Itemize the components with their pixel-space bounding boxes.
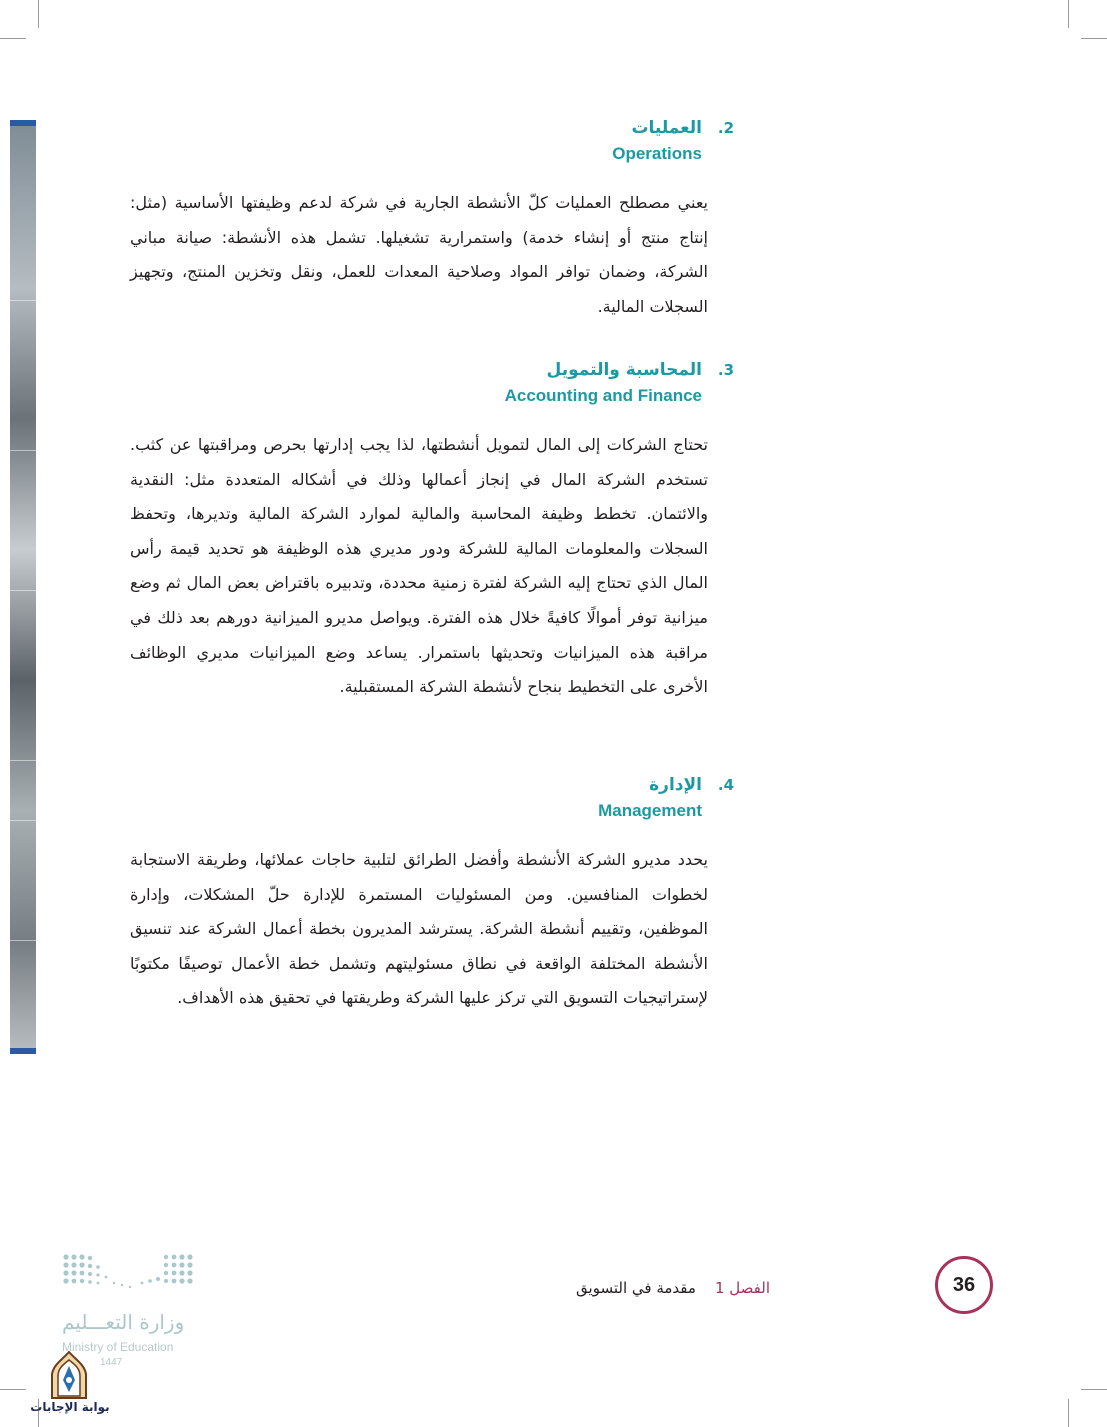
chapter-number: الفصل 1: [714, 1279, 770, 1297]
section-title-ar: الإدارة: [649, 775, 702, 795]
section-heading: [130, 360, 740, 380]
section-number: .3: [717, 361, 735, 379]
page-number: 36: [952, 1273, 976, 1296]
portal-logo-icon: [44, 1350, 94, 1400]
chapter-label-row: [540, 1279, 770, 1297]
crop-mark: [1068, 1399, 1069, 1427]
ministry-name-en: Ministry of Education: [62, 1340, 174, 1354]
portal-label: بوابة الإجابات: [30, 1400, 110, 1414]
section-heading: [130, 775, 740, 795]
section-body: تحتاج الشركات إلى المال لتمويل أنشطتها، لذا يجب إدارتها بحرص ومراقبتها عن كثب. تستخدم الشركة المال في إنجاز أعمالها وذلك في أشكاله المتعددة مثل: النقدية والائتمان. تخطط وظيفة المحاسبة والمالية لموارد الشركة المالية وتديرها، وتحفظ السجلات والمعلومات المالية للشركة ودور مديري هذه الوظيفة هو تحديد قيمة رأس المال الذي تحتاج إليه الشركة لفترة زمنية محددة، وتدبيره باقتراض بعض المال ثم وضع ميزانية توفر أموالًا كافيةً خلال هذه الفترة. ويواصل مديرو الميزانية دورهم بعد ذلك في مراقبة هذه الميزانيات وتحديثها باستمرار. يساعد وضع الميزانيات مديري الوظائف الأخرى على التخطيط بنجاح لأنشطة الشركة المستقبلية.: [130, 435, 708, 697]
crop-mark: [0, 1389, 26, 1390]
crop-mark: [0, 38, 26, 39]
crop-mark: [1081, 1389, 1107, 1390]
ministry-logo-icon: [62, 1253, 198, 1293]
section-operations: [130, 118, 740, 324]
crop-mark: [1081, 38, 1107, 39]
section-body: يحدد مديرو الشركة الأنشطة وأفضل الطرائق لتلبية حاجات عملائها، وطريقة الاستجابة لخطوات المنافسين. ومن المسئوليات المستمرة للإدارة حلّ المشكلات، وإدارة الموظفين، وتقييم أنشطة الشركة. يسترشد المديرون بخطة أعمال الشركة عند تنسيق الأنشطة المختلفة الواقعة في نطاق مسئوليتهم وتشمل خطة الأعمال توصيفًا مكتوبًا لإستراتيجيات التسويق التي تركز عليها الشركة وطريقتها في تحقيق هذه الأهداف.: [130, 850, 708, 1008]
page-number-badge: [935, 1256, 993, 1314]
section-title-en: Operations: [612, 144, 702, 163]
section-heading: [130, 118, 740, 138]
section-title-ar: العمليات: [631, 118, 702, 138]
chapter-title: مقدمة في التسويق: [576, 1279, 696, 1297]
section-management: [130, 775, 740, 1016]
crop-mark: [38, 0, 39, 28]
ministry-year: 1447: [100, 1357, 123, 1368]
section-number: .2: [717, 119, 735, 137]
section-number: .4: [717, 776, 735, 794]
section-title-ar: المحاسبة والتمويل: [546, 360, 702, 380]
section-title-en: Management: [598, 801, 702, 820]
crop-mark: [1068, 0, 1069, 28]
side-photo-strip: [10, 120, 36, 1054]
section-accounting-finance: [130, 360, 740, 705]
ministry-name-ar: وزارة التعـــليم: [62, 1310, 185, 1334]
section-body: يعني مصطلح العمليات كلّ الأنشطة الجارية في شركة لدعم وظيفتها الأساسية (مثل: إنتاج منتج أو إنشاء خدمة) واستمرارية تشغيلها. تشمل هذه الأنشطة: صيانة مباني الشركة، وضمان توافر المواد وصلاحية المعدات للعمل، ونقل وتخزين المنتج، وتجهيز السجلات المالية.: [130, 193, 708, 316]
section-title-en: Accounting and Finance: [504, 386, 702, 405]
